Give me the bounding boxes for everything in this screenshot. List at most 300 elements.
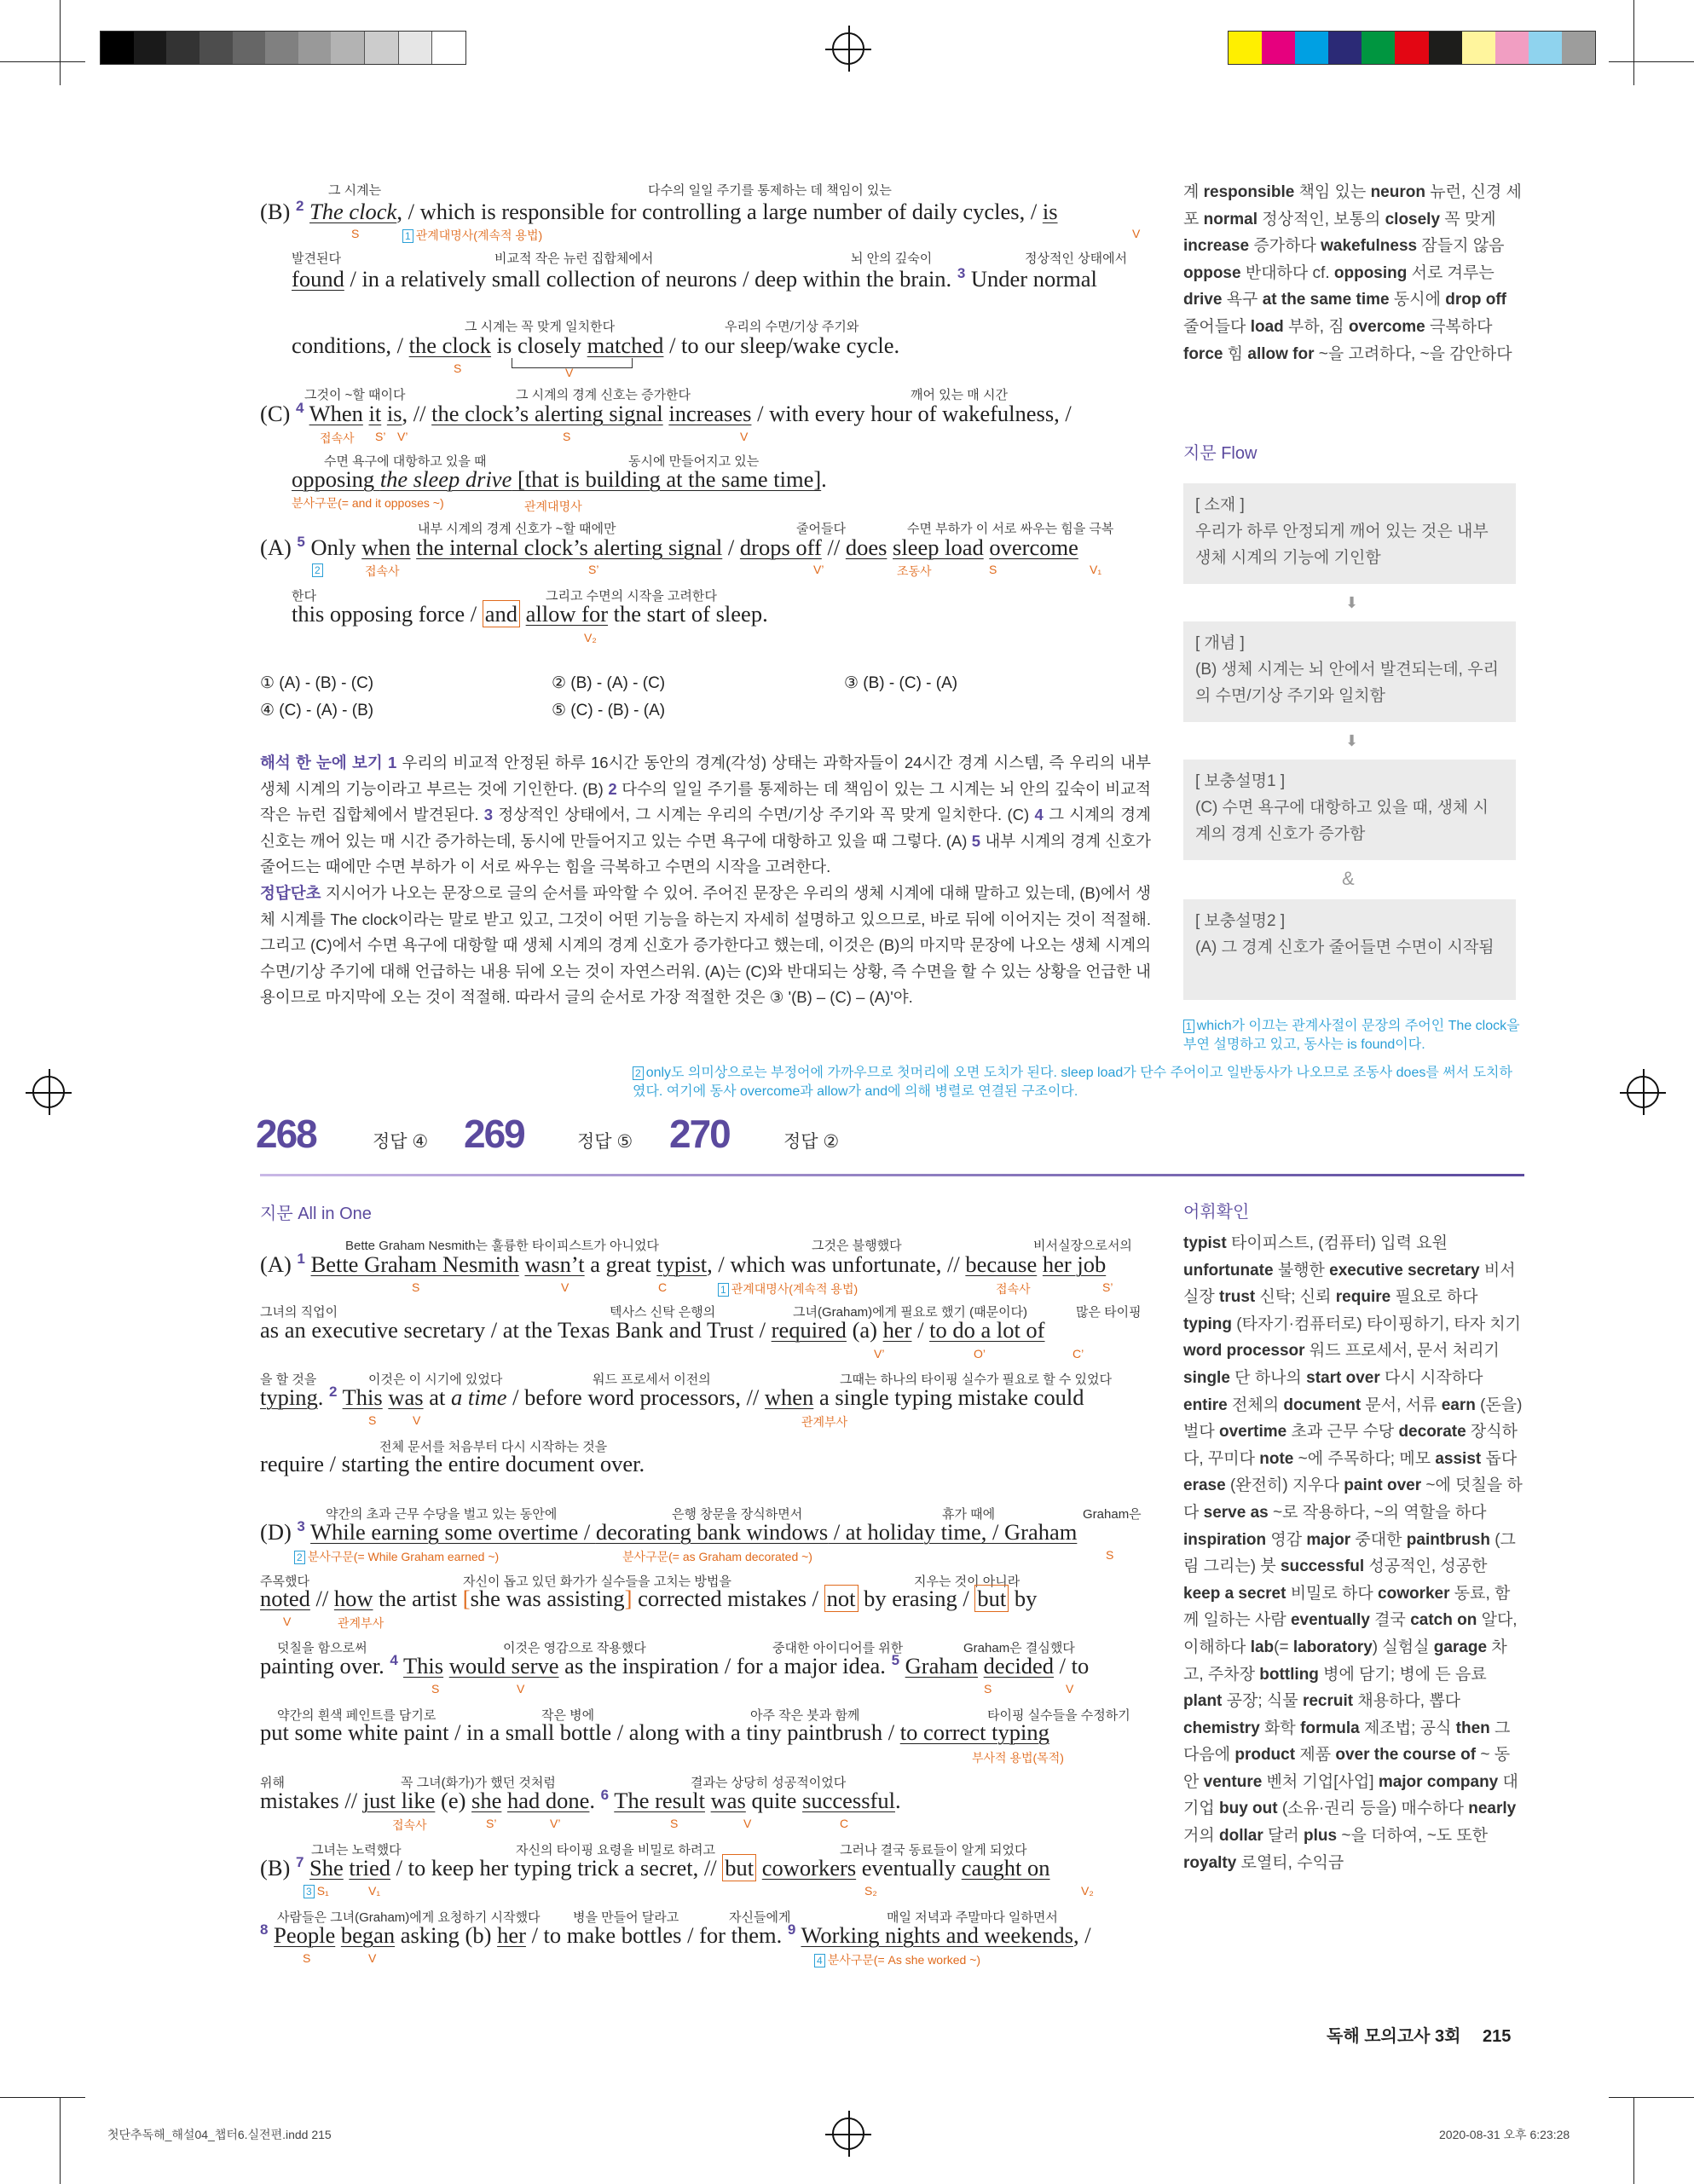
vocab-title: 어휘확인 [1183,1203,1250,1222]
grammar-tag: V₂ [1081,1884,1094,1898]
grammar-tag: S [412,1280,420,1294]
choice-1[interactable]: ① (A) - (B) - (C) [260,674,374,692]
conjunction-box: and [483,600,520,627]
grammar-tag: V’ [550,1817,561,1830]
passage-line [292,601,1182,627]
flow-box-head: [ 보충설명1 ] [1195,772,1286,790]
crop-mark [0,61,85,62]
bracketed-clause: [that is building at the same time] [512,466,822,492]
grammar-tag: S [563,430,571,443]
grammar-tag: S₂ [864,1884,877,1898]
answer-label: 정답 ② [783,1132,840,1152]
page-number: 215 [1483,2027,1512,2046]
subject-phrase: This [342,1384,383,1410]
object-phrase: her [497,1921,526,1948]
text: the start of sleep. [608,601,768,627]
grammar-tag: V’ [813,563,824,576]
grammar-tag: V₂ [584,631,597,644]
gloss: 을 할 것을 [260,1372,317,1387]
grammar-tag: V [517,1682,525,1696]
text: / [911,1317,930,1343]
verb-phrase: tried [349,1854,390,1881]
paragraph-label: (C) [260,400,291,426]
gloss: 결과는 상당히 성공적이었다 [691,1776,847,1790]
text: eventually [856,1854,962,1881]
grammar-tag: S’ [588,563,599,576]
text [335,1922,341,1948]
gloss: 그리고 수면의 시작을 고려한다 [546,589,717,604]
subject-phrase: the clock [408,332,492,358]
sentence-number: 4 [1034,806,1044,824]
object-phrase: her [882,1317,912,1343]
book-title: 독해 모의고사 3회 [1327,2027,1461,2046]
gloss: 많은 타이핑 [1076,1305,1142,1320]
verb-phrase: drops off [739,534,822,560]
flow-box-body: 우리가 하루 안정되게 깨어 있는 것은 내부 생체 시계의 기능에 기인함 [1195,523,1489,567]
grammar-tag: 접속사 [392,1818,427,1832]
swatch [431,32,465,64]
tag-text: 분사구문(= As she worked ~) [827,1953,981,1967]
grammar-tag: S’ [1102,1280,1113,1294]
swatch [1529,32,1562,64]
sentence-number: 9 [787,1921,796,1938]
grammar-tag: V [283,1615,292,1628]
conjunction: just like [362,1787,436,1813]
text: / to our sleep/wake cycle. [663,332,900,358]
swatch [1462,32,1495,64]
cmyk-color-bar [1228,31,1596,65]
grammar-tag: V₁ [1090,563,1102,576]
verb-phrase: began [340,1921,396,1948]
subject-phrase: Bette Graham Nesmith [310,1251,519,1277]
crop-mark [1609,2097,1694,2098]
swatch [331,32,364,64]
passage-line [292,265,1182,292]
relative-clause [512,466,821,492]
passage-line [260,1719,1151,1746]
tag-text: 관계대명사(계속적 용법) [731,1282,859,1296]
swatch [134,32,167,64]
translation-heading: 해석 한 눈에 보기 [260,754,383,771]
subject-phrase: She [309,1854,344,1881]
subject-phrase: coworkers [761,1854,857,1881]
passage-line [260,1518,1151,1546]
infinitive: to correct typing [899,1719,1049,1745]
ampersand: & [1342,868,1355,889]
gloss: 비교적 작은 뉴런 집합체에서 [494,251,654,266]
gloss: 내부 시계의 경계 신호가 ~할 때에만 [418,522,616,536]
swatch [1395,32,1428,64]
gloss: 덧칠을 함으로써 [277,1641,367,1655]
vocab-sidebar-bottom: typist 타이피스트, (컴퓨터) 입력 요원 unfortunate 불행한 executive secretary 비서실장 trust 신탁; 신뢰 require 필요로 하다 typing (타자기·컴퓨터로) 타이핑하기, 타자 치기 word processor 워드 프로세서, 문서 처리기 single 단 하나의 start over 다시 시작하다 entire 전체의 document 문서, 서류 earn (돈을) 벌다 overtime 초과 근무 수당 decorate 장식하다, 꾸미다 note ~에 주목하다; 메모 assist 돕다 erase (완전히) 지우다 paint over ~에 덧칠을 하다 serve as ~로 작용하다, ~의 역할을 하다 inspiration 영감 major 중대한 paintbrush (그림 그리는) 붓 successful 성공적인, 성공한 keep a secret 비밀로 하다 coworker 동료, 함께 일하는 사람 eventually 결국 catch on 알다, 이해하다 lab(= laboratory) 실험실 garage 차고, 주차장 bottling 병에 담기; 병에 든 음료 plant 공장; 식물 recruit 채용하다, 뽑다 chemistry 화학 formula 제조법; 공식 then 그 다음에 product 제품 over the course of ~ 동안 venture 벤처 기업[사업] major company 대기업 buy out (소유·권리 등을) 매수하다 nearly 거의 dollar 달러 plus ~을 더하여, ~도 또한 royalty 로열티, 수익금 [1183,1234,1523,1872]
text: painting over. [260,1652,390,1678]
italic-phrase: a time [450,1384,507,1410]
gloss: 다수의 일일 주기를 통제하는 데 책임이 있는 [648,183,892,198]
choice-3[interactable]: ③ (B) - (C) - (A) [844,674,958,692]
registration-mark-bottom [832,2118,864,2150]
answer-label: 정답 ⑤ [577,1132,633,1152]
grammar-tag: S [351,227,360,240]
note-badge: 2 [633,1066,644,1080]
text: as the inspiration / for a major idea. [558,1652,892,1678]
swatch [1429,32,1462,64]
crop-mark [60,2097,61,2184]
swatch [1562,32,1595,64]
grammar-tag: 관계부사 [338,1616,384,1630]
registration-mark-top [832,32,864,65]
passage-line: require / starting the entire document over. [260,1451,645,1476]
swatch [1328,32,1362,64]
verb-phrase: increases [668,400,752,426]
grammar-tag: S’ [375,430,386,443]
note-text: which가 이끄는 관계사절이 문장의 주어인 The clock을 부연 설명하고 있고, 동사는 is found이다. [1183,1019,1520,1052]
section-title: 지문 All in One [260,1205,372,1223]
text: quite [745,1787,803,1813]
paragraph-label: (A) [260,1251,292,1277]
text: . [895,1787,901,1813]
arrow-down-icon: ⬇ [1345,594,1359,611]
text: Under normal [965,265,1097,292]
verb-phrase: noted [260,1586,310,1611]
text: a single typing mistake could [813,1384,1084,1410]
subject-phrase: The result [614,1787,705,1813]
grammar-tag: V [413,1413,421,1427]
grammar-tag: V [740,430,749,443]
paragraph-label: (A) [260,534,292,560]
subject-phrase: the clock’s alerting signal [431,400,663,426]
sentence-number: 1 [297,1251,305,1267]
note-badge: 2 [312,563,323,577]
gloss: 자신들에게 [729,1910,791,1925]
passage-line [260,1787,1151,1814]
crop-mark [1633,2097,1634,2184]
gloss: 수면 욕구에 대항하고 있을 때 [324,454,487,469]
text: , // [402,400,432,426]
text: 그 시계의 경계 신호는 깨어 있는 매 시간 증가하는데, 동시에 만들어지고 있는 수면 욕구에 대항하고 있을 때 그렇다. (A) [260,806,1151,850]
bracketed-clause: ] [624,1586,633,1611]
gloss: 사람들은 그녀(Graham)에게 요청하기 시작했다 [277,1910,541,1925]
sentence-number: 2 [328,1384,338,1400]
participle: opposing [292,466,380,492]
verb-phrase: caught on [961,1854,1050,1881]
flow-box-head: [ 보충설명2 ] [1195,912,1286,930]
note-badge: 4 [814,1954,825,1967]
tag-text: S₁ [316,1884,329,1898]
sentence-number: 1 [388,754,397,771]
complement: typing [260,1384,318,1410]
text: / to keep her typing trick a secret, // [390,1854,723,1881]
text [443,1653,449,1678]
gloss: 그것은 불행했다 [812,1239,902,1253]
text: put some white paint / in a small bottle / along with a tiny paintbrush / [260,1719,900,1745]
text: the artist [373,1586,463,1611]
sentence-number: 5 [297,534,305,550]
gloss: 매일 저녁과 주말마다 일하면서 [887,1910,1058,1925]
gloss: 텍사스 신탁 은행의 [610,1305,716,1320]
verb-phrase: required [771,1317,847,1343]
passage-line [260,1586,1151,1612]
registration-mark-left [32,1076,65,1108]
note-badge: 1 [1183,1020,1194,1033]
swatch [298,32,332,64]
gloss: 이것은 이 시기에 있었다 [368,1372,503,1387]
gloss: 그 시계의 경계 신호는 증가한다 [516,388,691,402]
grammar-tag: C [658,1280,668,1294]
gloss: 작은 병에 [541,1708,595,1723]
gloss: 주목했다 [260,1574,309,1589]
crop-mark [1609,61,1694,62]
grammar-tag: S [670,1817,679,1830]
text: / to [1054,1652,1090,1678]
swatch [166,32,199,64]
grammar-tag: V’ [397,430,408,443]
verb-phrase: found [292,265,344,292]
gloss: 전체 문서를 처음부터 다시 시작하는 것을 [379,1440,608,1454]
subject-phrase: the internal clock’s alerting signal [416,534,723,560]
paragraph-label: (B) [260,1854,291,1881]
note-badge: 3 [304,1885,315,1898]
gloss: 한다 [292,589,316,604]
text: . [589,1787,601,1813]
grammar-tag: V [743,1817,752,1830]
relative-adverb: how [333,1586,373,1611]
passage-line [260,1384,1151,1411]
swatch [265,32,298,64]
grammar-tag: 접속사 [996,1282,1031,1296]
verb-phrase: decided [983,1652,1055,1678]
note-text: only도 의미상으로는 부정어에 가까우므로 첫머리에 오면 도치가 된다. sleep load가 단수 주어이고 일반동사가 나오므로 조동사 does를 써서 도치하였다. 여기에 동사 overcome과 allow가 and에 의해 병렬로 연결된 구조이다. [633,1066,1512,1099]
complement: typist [656,1251,708,1277]
swatch [199,32,233,64]
gloss: 그때는 하나의 타이핑 실수가 필요로 할 수 있었다 [840,1372,1112,1387]
text [756,1855,762,1881]
flow-box-body: (A) 그 경계 신호가 줄어들면 수면이 시작됨 [1195,939,1495,956]
gloss: 타이핑 실수들을 수정하기 [987,1708,1130,1723]
grammar-tag: V’ [874,1347,885,1361]
subject-phrase: sleep load [893,534,984,560]
verb-phrase: was [388,1384,424,1410]
question-number: 270 [669,1112,730,1156]
text: / with every hour of wakefulness, / [751,400,1072,426]
gloss: 뇌 안의 깊숙이 [851,251,933,266]
text: // [821,534,846,560]
flow-box [1183,621,1516,722]
question-number: 268 [256,1112,316,1156]
sentence-number: 3 [957,265,966,281]
text: corrected mistakes / [632,1586,824,1611]
gloss: 자신의 타이핑 요령을 비밀로 하려고 [516,1843,716,1858]
gloss: 아주 작은 붓과 함께 [750,1708,860,1723]
bracketed-clause: she was assisting [470,1586,625,1611]
choice-5[interactable]: ⑤ (C) - (B) - (A) [552,702,666,719]
grammar-tag [294,1548,499,1565]
gloss: 은행 창문을 장식하면서 [672,1507,803,1522]
grammar-tag: 조동사 [897,564,932,578]
grammar-tag: V [561,1280,569,1294]
text: 다수의 일일 주기를 통제하는 데 책임이 있는 그 시계는 뇌 안의 깊숙이 비교적 작은 뉴런 집합체에서 발견된다. [260,779,1151,824]
gloss: 비서실장으로서의 [1033,1239,1132,1253]
passage-line [260,1251,1151,1278]
grammar-tag: S’ [486,1817,497,1830]
text [1037,1251,1043,1277]
gloss: 줄어들다 [796,522,846,536]
sentence-number: 5 [891,1652,900,1668]
print-file-info: 첫단추독해_해설04_챕터6.실전편.indd 215 [107,2128,332,2141]
conjunction: when [361,534,411,560]
text: . [821,466,827,492]
grammar-tag: O’ [974,1347,986,1361]
subject-phrase: it [368,400,382,426]
divider [260,1174,1524,1176]
gloss: 그녀의 직업이 [260,1305,338,1320]
text [520,601,526,627]
text: is closely [491,332,587,358]
grammar-tag [718,1280,858,1297]
grammar-tag: S [1106,1548,1114,1562]
answer-hint-heading: 정답단초 [260,883,321,902]
conjunction: When [309,400,363,426]
gloss: 동시에 만들어지고 있는 [628,454,760,469]
participle: Working nights and weekends [801,1921,1073,1948]
note-badge: 1 [718,1283,729,1297]
passage-line [260,1317,1151,1343]
swatch [101,32,134,64]
text: , / which is responsible for controlling a large number of daily cycles, / [396,198,1043,224]
text [381,401,387,426]
verb-phrase: would serve [448,1652,559,1678]
grammar-tag: V [368,1951,377,1965]
verb-phrase: was [710,1787,746,1813]
sentence-number: 3 [483,806,494,824]
text: as an executive secretary / at the Texas Bank and Trust / [260,1317,772,1343]
flow-box-head: [ 개념 ] [1195,634,1245,652]
sentence-number: 5 [971,831,981,850]
tag-text: 분사구문(= While Graham earned ~) [307,1550,500,1563]
gloss: 그러나 결국 동료들이 알게 되었다 [840,1843,1027,1858]
text [501,1788,507,1813]
complement: successful [802,1787,895,1813]
translation-block [260,750,1151,1011]
grammar-tag [814,1951,980,1968]
page-footer [1327,2022,1511,2047]
sentence-number: 3 [297,1518,305,1534]
grammar-tag: V [565,366,574,379]
arrow-down-icon: ⬇ [1345,732,1359,749]
verb-phrase: wasn’t [524,1251,585,1277]
text: / to make bottles / for them. [525,1921,788,1948]
sentence-number: 4 [295,400,304,416]
text: // [309,1586,334,1611]
note-badge: 2 [294,1551,305,1564]
sentence-number: 8 [260,1921,269,1938]
registration-mark-right [1627,1076,1659,1108]
grammar-tag: V [1132,227,1141,240]
grammar-tag: S [454,361,462,375]
gloss: 수면 부하가 이 서로 싸우는 힘을 극복 [907,522,1114,536]
gloss: 그녀는 노력했다 [311,1843,402,1858]
flow-box [1183,760,1516,860]
verb-phrase: matched [587,332,664,358]
choice-2[interactable]: ② (B) - (A) - (C) [552,674,666,692]
passage-line [260,1921,1151,1949]
paragraph-label: (B) [260,198,291,224]
subject-phrase: Graham [1004,1518,1078,1545]
grammar-tag [304,1884,329,1898]
text: 우리의 비교적 안정된 하루 16시간 동안의 경계(각성) 상태는 과학자들이 24시간 경계 시스템, 즉 우리의 내부 생체 시계의 기능이라고 부르는 것에 기인한다. (B) [260,754,1152,798]
flow-box [1183,899,1516,1000]
verb-phrase: allow for [525,601,609,627]
flow-box-head: [ 소재 ] [1195,496,1245,514]
grammar-tag: S [984,1682,992,1696]
grammar-note-1 [1183,1017,1524,1054]
text: (e) [435,1787,472,1813]
grammar-tag: 접속사 [365,564,400,578]
flow-box-body: (B) 생체 시계는 뇌 안에서 발견되는데, 우리의 수면/기상 주기와 일치함 [1195,661,1499,705]
conjunction-box: but [974,1585,1009,1612]
flow-box [1183,483,1516,584]
question-number: 269 [464,1112,524,1156]
crop-mark [0,2097,85,2098]
verb-phrase: had done [507,1787,590,1813]
swatch [1262,32,1295,64]
gloss: 워드 프로세서 이전의 [593,1372,711,1387]
grammar-tag: V [1066,1682,1074,1696]
gloss: 깨어 있는 매 시간 [911,388,1008,402]
answer-hint-text: 지시어가 나오는 문장으로 글의 순서를 파악할 수 있어. 주어진 문장은 우리의 생체 시계에 대해 말하고 있는데, (B)에서 생체 시계를 The clock이라는 말로 받고 있고, 그것이 어떤 기능을 하는지 자세히 설명하고 있으므로, 바로 뒤에 이어지는 것이 적절해. 그리고 (C)에서 수면 욕구에 대항할 때 생체 시계의 경계 신호가 증가한다고 했는데, 이것은 (B)의 마지막 문장에 나오는 생체 시계의 수면/기상 주기에 대해 언급하는 내용 뒤에 오는 것이 자연스러워. (A)는 (C)와 반대되는 상황, 즉 수면을 할 수 있는 상황을 언급한 내용이므로 마지막에 오는 것이 적절해. 따라서 글의 순서로 가장 적절한 것은 ③ '(B) – (C) – (A)'야. [260,883,1151,1007]
text [899,1653,905,1678]
passage-line [260,400,1151,427]
gloss: Bette Graham Nesmith는 훌륭한 타이피스트가 아니었다 [345,1239,659,1253]
sentence-number: 2 [608,779,617,798]
choice-4[interactable]: ④ (C) - (A) - (B) [260,702,374,719]
gloss: 우리의 수면/기상 주기와 [725,320,859,334]
bracket-line [512,358,633,368]
tag-text: 관계대명사(계속적 용법) [415,228,543,242]
grammar-tag: S [303,1951,311,1965]
text: by erasing / [858,1586,975,1611]
complement: to do a lot of [929,1317,1045,1343]
paragraph-label: (D) [260,1518,292,1545]
swatch [364,32,398,64]
text: a great [584,1251,657,1277]
text: / [722,534,740,560]
gloss: 꼭 그녀(화가)가 했던 것처럼 [401,1776,556,1790]
text: at [423,1384,451,1410]
grammar-tag: 분사구문(= and it opposes ~) [292,496,444,510]
text: Only [310,534,362,560]
swatch [1229,32,1262,64]
gloss: 지우는 것이 아니라 [914,1574,1020,1589]
swatch [1362,32,1395,64]
grammar-tag: S [368,1413,377,1427]
subject-phrase: she [471,1787,502,1813]
gray-color-bar [100,31,466,65]
auxiliary: does [845,534,887,560]
answer-label: 정답 ④ [373,1132,429,1152]
verb-phrase: is [386,400,402,426]
note-badge: 1 [402,229,413,243]
text: by [1009,1586,1038,1611]
gloss: 그것이 ~할 때이다 [304,388,406,402]
grammar-tag: 관계대명사 [524,500,582,513]
text: , / [1072,1921,1091,1948]
sentence-number: 2 [295,198,304,214]
conjunction: because [965,1251,1038,1277]
gloss: 중대한 아이디어를 위한 [772,1641,904,1655]
text: 정상적인 상태에서, 그 시계는 우리의 수면/기상 주기와 꼭 맞게 일치한다. (C) [493,806,1035,824]
gloss: 그녀(Graham)에게 필요로 했기 (때문이다) [793,1305,1028,1320]
gloss: 발견된다 [292,251,341,266]
